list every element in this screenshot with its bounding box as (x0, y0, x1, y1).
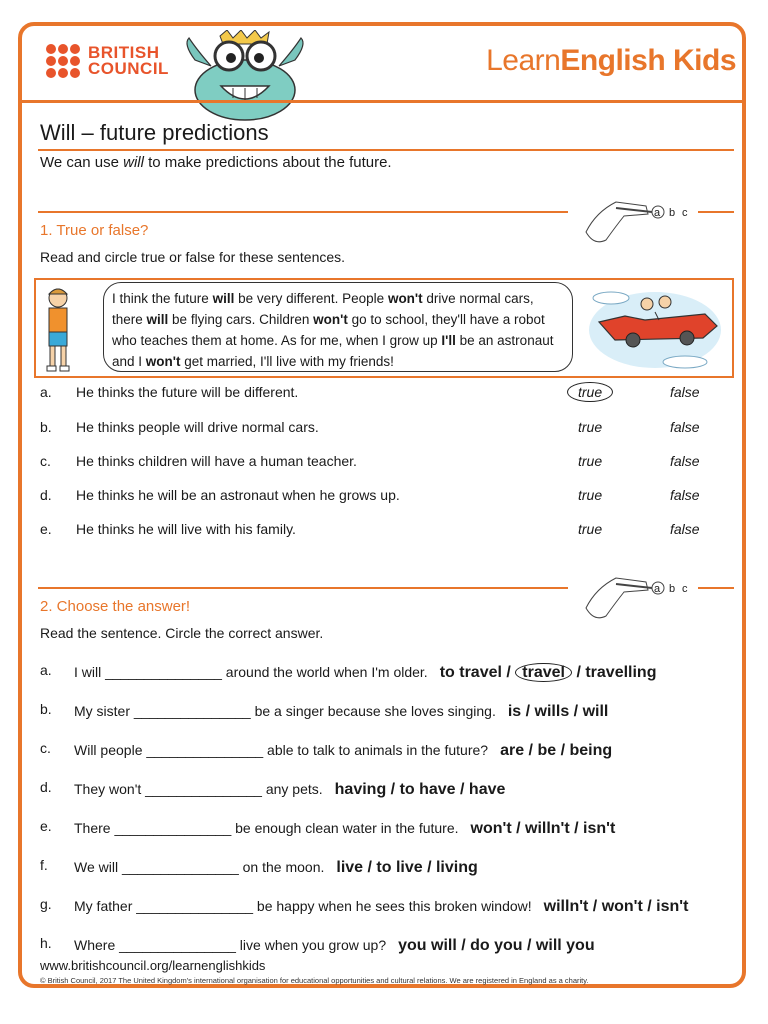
choice-row-text (74, 703, 608, 721)
svg-text:c: c (682, 207, 688, 219)
choice-row-label: f. (40, 857, 48, 873)
choice-option[interactable]: you will (398, 937, 457, 954)
monster-mascot-icon (175, 30, 315, 122)
tf-row-text: He thinks the future will be different. (76, 384, 299, 400)
choice-row (40, 816, 740, 842)
story-segment: get married, I'll live with my friends! (180, 354, 394, 369)
choice-option[interactable]: will (582, 703, 609, 720)
tf-row-label: d. (40, 487, 52, 503)
choice-option[interactable]: to live (376, 859, 423, 876)
bc-dots-icon (46, 44, 80, 78)
choice-options: is / wills / will (507, 703, 609, 720)
choice-row-label: e. (40, 818, 52, 834)
choice-sentence: Where _______________ live when you grow up? (74, 937, 387, 953)
choice-row (40, 933, 740, 959)
tf-row-label: e. (40, 521, 52, 537)
story-segment: I'll (441, 333, 456, 348)
choice-option[interactable]: wills (534, 703, 570, 720)
choice-option[interactable]: being (569, 742, 613, 759)
choice-row (40, 699, 740, 725)
choice-sentence: They won't _______________ any pets. (74, 781, 323, 797)
story-segment: be an astronaut and I (112, 333, 554, 369)
choice-row-text (74, 742, 612, 760)
tf-row-text: He thinks he will be an astronaut when he grows up. (76, 487, 400, 503)
true-option[interactable]: true (578, 521, 603, 537)
true-option[interactable]: true (578, 487, 603, 503)
choice-option[interactable]: have (468, 781, 506, 798)
tf-row (40, 419, 740, 443)
story-segment: be very different. People (234, 291, 388, 306)
story-segment: will (212, 291, 235, 306)
tf-row (40, 487, 740, 511)
writing-hand-icon (576, 192, 696, 252)
choice-option[interactable]: isn't (583, 820, 616, 837)
choice-row (40, 660, 740, 686)
choice-row-text (74, 664, 656, 682)
section2-divider-right (698, 587, 734, 589)
choice-sentence: We will _______________ on the moon. (74, 859, 325, 875)
choice-row-text (74, 820, 615, 838)
false-option[interactable]: false (670, 487, 700, 503)
choice-option[interactable]: are (500, 742, 525, 759)
svg-text:b: b (669, 583, 676, 595)
flying-car-icon (585, 282, 725, 372)
tf-row-text: He thinks he will live with his family. (76, 521, 296, 537)
choice-options: live / to live / living (336, 859, 478, 876)
logo-learn: Learn (486, 44, 561, 77)
tf-row-label: c. (40, 453, 51, 469)
speech-bubble (103, 282, 573, 372)
story-segment: won't (313, 312, 348, 327)
choice-option[interactable]: travel (515, 663, 572, 682)
bc-line2: COUNCIL (88, 59, 169, 78)
true-option[interactable]: true (578, 419, 603, 435)
choice-row (40, 738, 740, 764)
choice-row-label: g. (40, 896, 52, 912)
choice-row-label: h. (40, 935, 52, 951)
choice-options: won't / willn't / isn't (470, 820, 616, 837)
choice-row-label: b. (40, 701, 52, 717)
story-segment: will (146, 312, 169, 327)
choice-option[interactable]: won't (470, 820, 512, 837)
svg-text:c: c (682, 583, 688, 595)
choice-row-text (74, 859, 478, 877)
title-divider (38, 149, 734, 151)
choice-sentence: I will _______________ around the world when I'm older. (74, 664, 428, 680)
choice-row-text (74, 898, 688, 916)
true-option[interactable]: true (578, 384, 613, 402)
choice-options: having / to have / have (334, 781, 506, 798)
choice-sentence: My sister _______________ be a singer because she loves singing. (74, 703, 496, 719)
choice-option[interactable]: willn't (525, 820, 570, 837)
choice-option[interactable]: will you (535, 937, 595, 954)
choice-option[interactable]: do you (470, 937, 523, 954)
logo-english-kids: English Kids (560, 44, 736, 77)
choice-option[interactable]: to travel (439, 664, 502, 681)
header-divider (22, 100, 742, 103)
false-option[interactable]: false (670, 521, 700, 537)
choice-options: willn't / won't / isn't (543, 898, 689, 915)
choice-option[interactable]: won't (601, 898, 643, 915)
bc-line1: BRITISH (88, 43, 160, 62)
footer-copyright: © British Council, 2017 The United Kingdom's international organisation for educational opportunities and cultural relations. We are registered in England as a charity. (40, 976, 589, 985)
section1-divider (38, 211, 568, 213)
section2-divider (38, 587, 568, 589)
choice-option[interactable]: isn't (656, 898, 689, 915)
tf-row (40, 521, 740, 545)
story-segment: go to school, they'll have a robot who teaches them at home. As for me, when I grow up (112, 312, 545, 348)
choice-row-label: c. (40, 740, 51, 756)
choice-option[interactable]: to have (399, 781, 456, 798)
choice-option[interactable]: living (435, 859, 478, 876)
section1-instruction: Read and circle true or false for these sentences. (40, 249, 346, 265)
choice-sentence: Will people _______________ able to talk to animals in the future? (74, 742, 489, 758)
story-segment: won't (387, 291, 423, 306)
false-option[interactable]: false (670, 419, 700, 435)
choice-options: to travel / travel / travelling (439, 664, 657, 681)
section1-title: 1. True or false? (40, 222, 149, 239)
choice-row-label: d. (40, 779, 52, 795)
page-title: Will – future predictions (40, 120, 269, 145)
tf-row-label: b. (40, 419, 52, 435)
british-council-logo (46, 44, 169, 78)
story-segment: be flying cars. Children (168, 312, 314, 327)
choice-sentence: There _______________ be enough clean water in the future. (74, 820, 459, 836)
section1-divider-right (698, 211, 734, 213)
tf-row (40, 384, 740, 408)
choice-row-text (74, 781, 505, 799)
true-option[interactable]: true (578, 453, 603, 469)
choice-row-label: a. (40, 662, 52, 678)
svg-text:b: b (669, 207, 676, 219)
story-segment: drive normal cars, there (112, 291, 534, 327)
choice-options: you will / do you / will you (398, 937, 595, 954)
choice-row-text (74, 937, 595, 955)
false-option[interactable]: false (670, 453, 700, 469)
tf-row-text: He thinks people will drive normal cars. (76, 419, 319, 435)
story-segment: won't (145, 354, 181, 369)
choice-option[interactable]: live (336, 859, 364, 876)
choice-option[interactable]: willn't (543, 898, 589, 915)
choice-option[interactable]: be (537, 742, 557, 759)
tf-row-label: a. (40, 384, 52, 400)
learnenglish-kids-logo (486, 44, 736, 78)
footer-url[interactable]: www.britishcouncil.org/learnenglishkids (40, 958, 266, 973)
choice-option[interactable]: having (334, 781, 387, 798)
choice-options: are / be / being (500, 742, 613, 759)
writing-hand-icon (576, 568, 696, 628)
choice-option[interactable]: travelling (585, 664, 657, 681)
false-option[interactable]: false (670, 384, 700, 400)
tf-row (40, 453, 740, 477)
choice-row (40, 777, 740, 803)
section2-title: 2. Choose the answer! (40, 598, 191, 615)
intro-text: We can use will to make predictions about the future. (40, 154, 392, 171)
svg-text:a: a (654, 583, 661, 595)
choice-row (40, 855, 740, 881)
choice-row (40, 894, 740, 920)
story-segment: I think the future (112, 291, 213, 306)
choice-sentence: My father _______________ be happy when he sees this broken window! (74, 898, 532, 914)
boy-illustration-icon (38, 284, 78, 374)
section2-instruction: Read the sentence. Circle the correct answer. (40, 625, 324, 641)
tf-row-text: He thinks children will have a human teacher. (76, 453, 357, 469)
choice-option[interactable]: is (507, 703, 522, 720)
svg-text:a: a (654, 207, 661, 219)
